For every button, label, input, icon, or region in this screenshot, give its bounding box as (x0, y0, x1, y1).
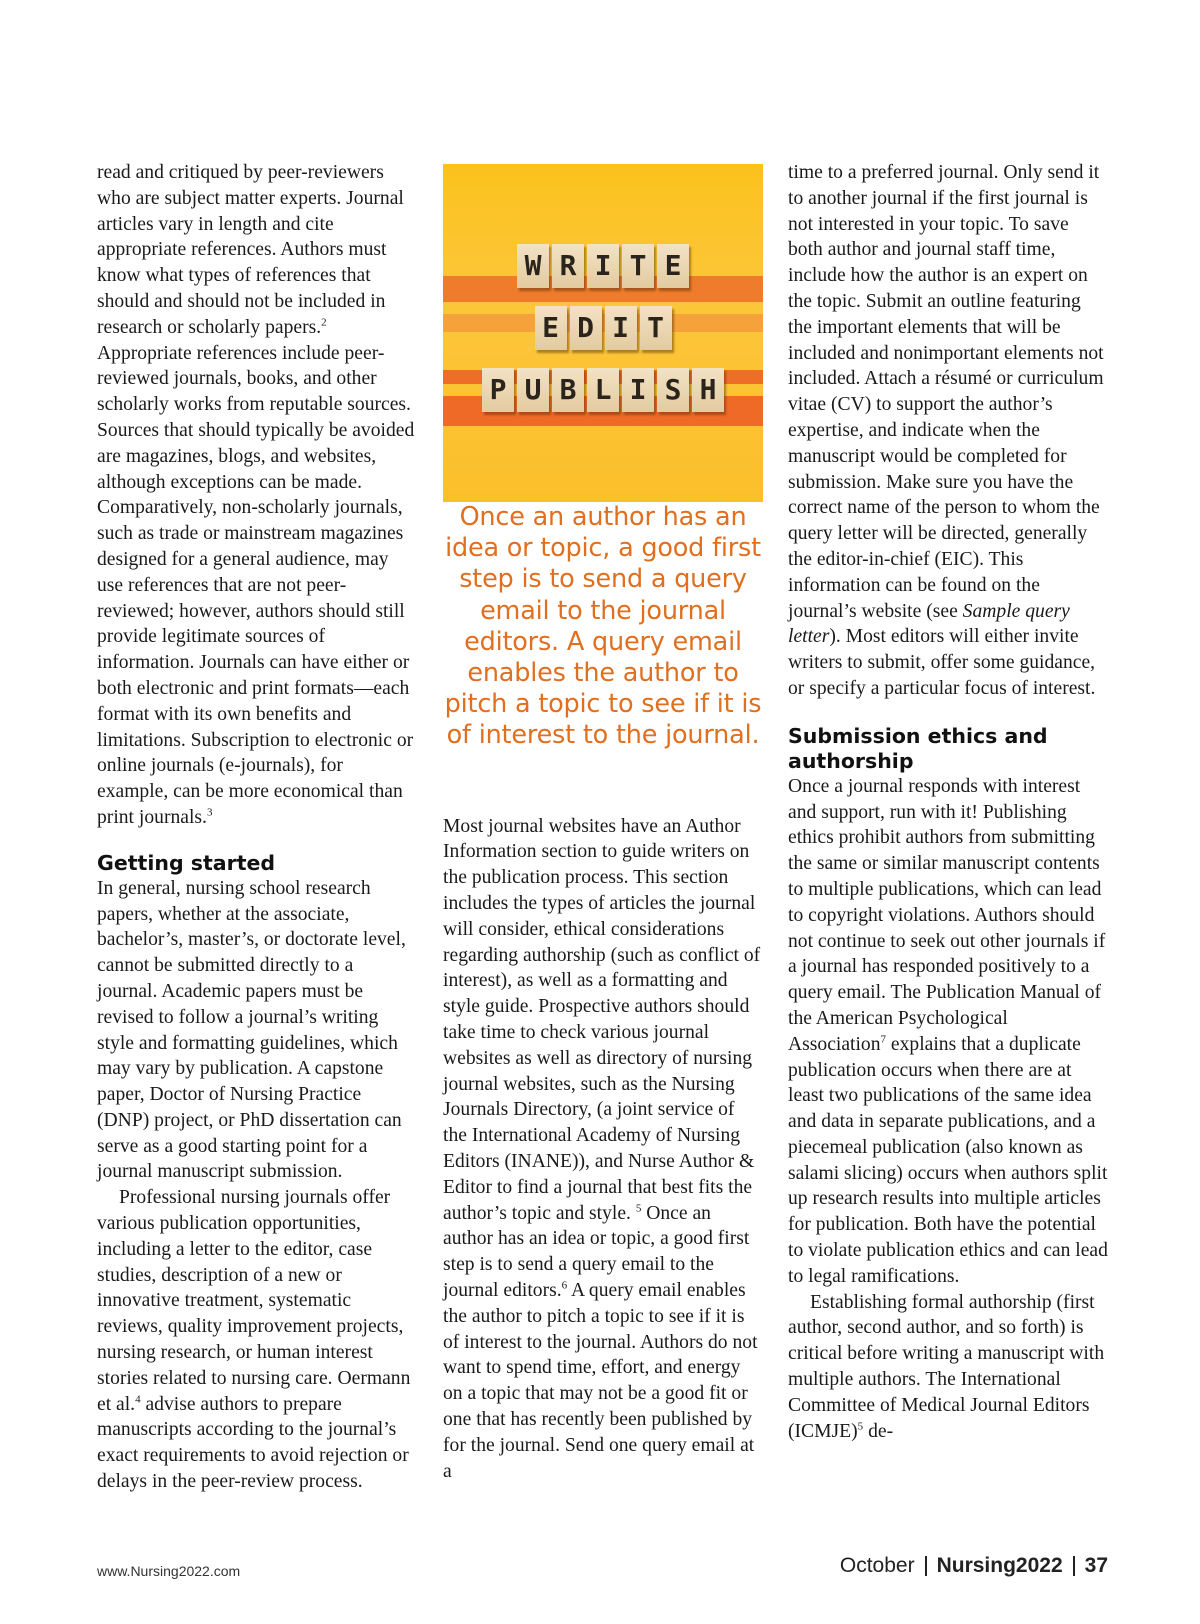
paragraph: Once a journal responds with interest and support, run with it! Publishing ethics prohibit authors from submitting the same or similar manuscript contents to multiple publications, which can lead to copyright violations. Authors should not continue to seek out other journals if a journal has responded positively to a query email. The Publication Manual of the American Psychological Association$^7$ explains that a duplicate publication occurs when there are at least two publications of the same idea and data in separate publications, and a piecemeal publication (also known as salami slicing) occurs when authors split up research results into multiple articles for publication. Both have the potential to violate publication ethics and can lead to legal ramifications. (788, 775, 1108, 1287)
letter-tile: B (552, 368, 584, 412)
footer-divider (1073, 1556, 1075, 1576)
letter-tile: I (587, 244, 619, 288)
letter-tile: U (517, 368, 549, 412)
column-middle (443, 164, 763, 1484)
reference-superscript: 3 (206, 806, 213, 819)
write-edit-publish-image (443, 164, 763, 502)
reference-superscript: 5 (635, 1202, 642, 1215)
letter-tile: S (657, 368, 689, 412)
tile-row-edit (443, 306, 763, 350)
column-right (788, 160, 1108, 1444)
paragraph: Establishing formal authorship (first author, second author, and so forth) is critical before writing a manuscript with multiple authors. The International Committee of Medical Journal Editors (ICMJE)$^5$ de- (788, 1291, 1105, 1442)
letter-tile: R (552, 244, 584, 288)
reference-superscript: 6 (561, 1279, 568, 1292)
section-heading: Getting started (97, 850, 276, 875)
letter-tile: P (482, 368, 514, 412)
letter-tile: L (587, 368, 619, 412)
footer-divider (925, 1556, 927, 1576)
letter-tile: E (657, 244, 689, 288)
reference-superscript: 7 (880, 1033, 887, 1046)
letter-tile: T (640, 306, 672, 350)
reference-superscript: 5 (857, 1420, 864, 1433)
paragraph: time to a preferred journal. Only send it to another journal if the first journal is not interested in your topic. To save both author and journal staff time, include how the author is an expert on the topic. Submit an outline featuring the important elements that will be included and nonimportant elements not included. Attach a résumé or curriculum vitae (CV) to support the author’s expertise, and indicate when the manuscript would be completed for submission. Make sure you have the correct name of the person to whom the query letter will be directed, generally the editor-in-chief (EIC). This information can be found on the journal’s website (see Sample query letter). Most editors will either invite writers to submit, offer some guidance, or specify a particular focus of interest. (788, 162, 1104, 699)
letter-tile: I (605, 306, 637, 350)
tile-row-publish (443, 368, 763, 412)
letter-tile: E (535, 306, 567, 350)
paragraph: In general, nursing school research papers, whether at the associate, bachelor’s, master’s, or doctorate level, cannot be submitted directly to a journal. Academic papers must be revised to follow a journal’s writing style and formatting guidelines, which may vary by publication. A capstone paper, Doctor of Nursing Practice (DNP) project, or PhD dissertation can serve as a good starting point for a journal manuscript submission. (97, 877, 406, 1183)
footer-url: www.Nursing2022.com (97, 1563, 241, 1579)
paragraph: read and critiqued by peer-reviewers who are subject matter experts. Journal articles vary in length and cite appropriate references. Authors must know what types of references that should and should not be included in research or scholarly papers.$^2$ Appropriate references include peer-reviewed journals, books, and other scholarly works from reputable sources. Sources that should typically be avoided are magazines, blogs, and websites, although exceptions can be made. Comparatively, non-scholarly journals, such as trade or mainstream magazines designed for a general audience, may use references that are not peer-reviewed; however, authors should still provide legitimate sources of information. Journals can have either or both electronic and print formats—each format with its own benefits and limitations. Subscription to electronic or online journals (e-journals), for example, can be more economical than print journals.$^3$ (97, 162, 415, 828)
letter-tile: T (622, 244, 654, 288)
letter-tile: H (692, 368, 724, 412)
reference-superscript: 4 (135, 1393, 141, 1406)
tile-row-write (443, 244, 763, 288)
footer-magazine: Nursing2022 (936, 1554, 1063, 1577)
reference-superscript: 2 (321, 316, 327, 329)
footer-month: October (839, 1554, 915, 1577)
letter-tile: W (517, 244, 549, 288)
column-left (97, 160, 415, 1495)
letter-tile: D (570, 306, 602, 350)
letter-tile: I (622, 368, 654, 412)
paragraph: Professional nursing journals offer various publication opportunities, including a letter to the editor, case studies, description of a new or innovative treatment, systematic reviews, quality improvement projects, nursing research, or human interest stories related to nursing care. Oermann et al.$^4$ advise authors to prepare manuscripts according to the journal’s exact requirements to avoid rejection or delays in the peer-review process. (97, 1187, 411, 1493)
footer-folio (840, 1554, 1108, 1578)
page-number: 37 (1084, 1554, 1108, 1577)
section-heading: Submission ethics and authorship (788, 723, 1048, 773)
pull-quote: Once an author has an idea or topic, a good first step is to send a query email to the journal editors. A query email enables the author to pitch a topic to see if it is of interest to the journal. (444, 502, 762, 751)
paragraph: Most journal websites have an Author Information section to guide writers on the publication process. This section includes the types of articles the journal will consider, ethical considerations regarding authorship (such as conflict of interest), as well as a formatting and style guide. Prospective authors should take time to check various journal websites as well as directory of nursing journal websites, such as the Nursing Journals Directory, (a joint service of the International Academy of Nursing Editors (INANE)), and Nurse Author & Editor to find a journal that best fits the author’s topic and style. $^5$ Once an author has an idea or topic, a good first step is to send a query email to the journal editors.$^6$ A query email enables the author to pitch a topic to see if it is of interest to the journal. Authors do not want to spend time, effort, and energy on a topic that may not be a good fit or one that has recently been published by for the journal. Send one query email at a (443, 815, 761, 1482)
